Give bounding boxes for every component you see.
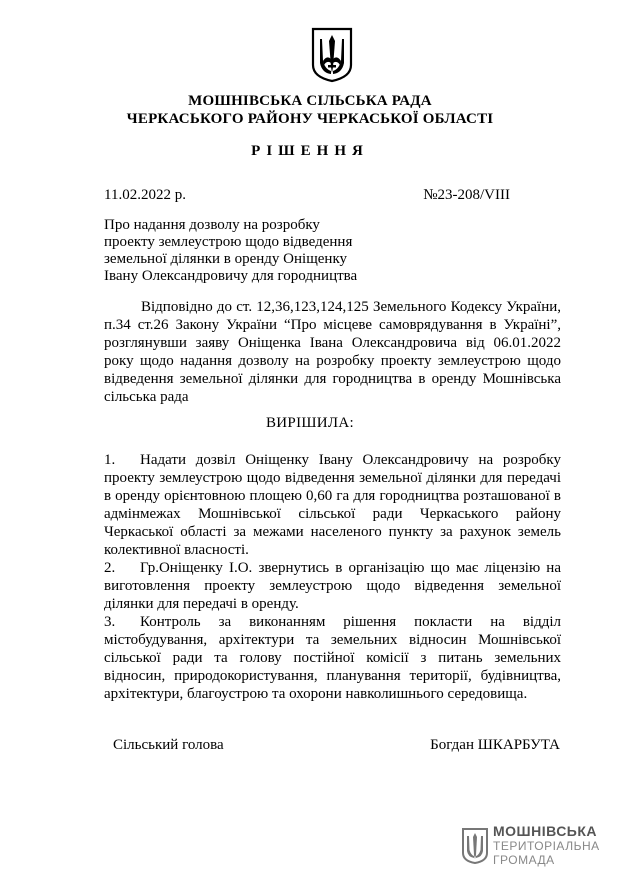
signatory-name: Богдан ШКАРБУТА [430, 737, 560, 753]
watermark-line: ГРОМАДА [493, 853, 555, 867]
decision-date: 11.02.2022 р. [104, 187, 186, 203]
decision-item [104, 559, 561, 613]
subject-line: Івану Олександровичу для городництва [104, 268, 358, 284]
decision-subject [104, 217, 424, 285]
item-text: Гр.Оніщенку І.О. звернутись в організацію що має ліцензію на виготовлення проекту землеустрою щодо відведення земельної ділянки для передачі в оренду. [104, 560, 561, 612]
decision-number: №23-208/VIII [423, 187, 510, 203]
subject-line: проекту землеустрою щодо відведення [104, 234, 353, 250]
item-text: Надати дозвіл Оніщенку Івану Олександровичу на розробку проекту землеустрою щодо відведення земельної ділянки для передачі в оренду орієнтовною площею 0,60 га для городництва розташованої в адмінмежах Мошнівської сільської ради Черкаського району Черкаської області за межами населеного пункту за рахунок земель колективної власності. [104, 452, 561, 558]
signatory-position: Сільський голова [113, 737, 224, 753]
item-number: 1. [104, 452, 116, 468]
item-number: 3. [104, 614, 116, 630]
region-name: ЧЕРКАСЬКОГО РАЙОНУ ЧЕРКАСЬКОЇ ОБЛАСТІ [126, 111, 494, 127]
decided-heading: ВИРІШИЛА: [265, 415, 354, 431]
watermark-line: ТЕРИТОРІАЛЬНА [493, 839, 600, 853]
council-name: МОШНІВСЬКА СІЛЬСЬКА РАДА [188, 93, 432, 109]
watermark-line: МОШНІВСЬКА [493, 823, 598, 839]
tryzub-coat-of-arms-icon [311, 27, 353, 83]
subject-line: земельної ділянки в оренду Оніщенку [104, 251, 348, 267]
decision-item [104, 451, 561, 559]
decision-item [104, 613, 561, 703]
document-title: РІШЕННЯ [251, 143, 369, 159]
community-watermark [461, 823, 611, 871]
preamble-paragraph: Відповідно до ст. 12,36,123,124,125 Земельного Кодексу України, п.34 ст.26 Закону України “Про місцеве самоврядування в Україні”, розглянувши заяву Оніщенка Івана Олександровича від 06.01.2022 року щодо надання дозволу на розробку проекту землеустрою щодо відведення земельної ділянки для городництва в оренду Мошнівська сільська рада [104, 299, 561, 405]
item-text: Контроль за виконанням рішення покласти на відділ містобудування, архітектури та земельних відносин Мошнівської сільської ради та голову постійної комісії з питань земельних відносин, природокористування, планування території, будівництва, архітектури, благоустрою та охорони навколишнього середовища. [104, 614, 561, 702]
tryzub-watermark-icon [461, 827, 489, 865]
subject-line: Про надання дозволу на розробку [104, 217, 320, 233]
item-number: 2. [104, 560, 116, 576]
decision-items [104, 451, 561, 703]
